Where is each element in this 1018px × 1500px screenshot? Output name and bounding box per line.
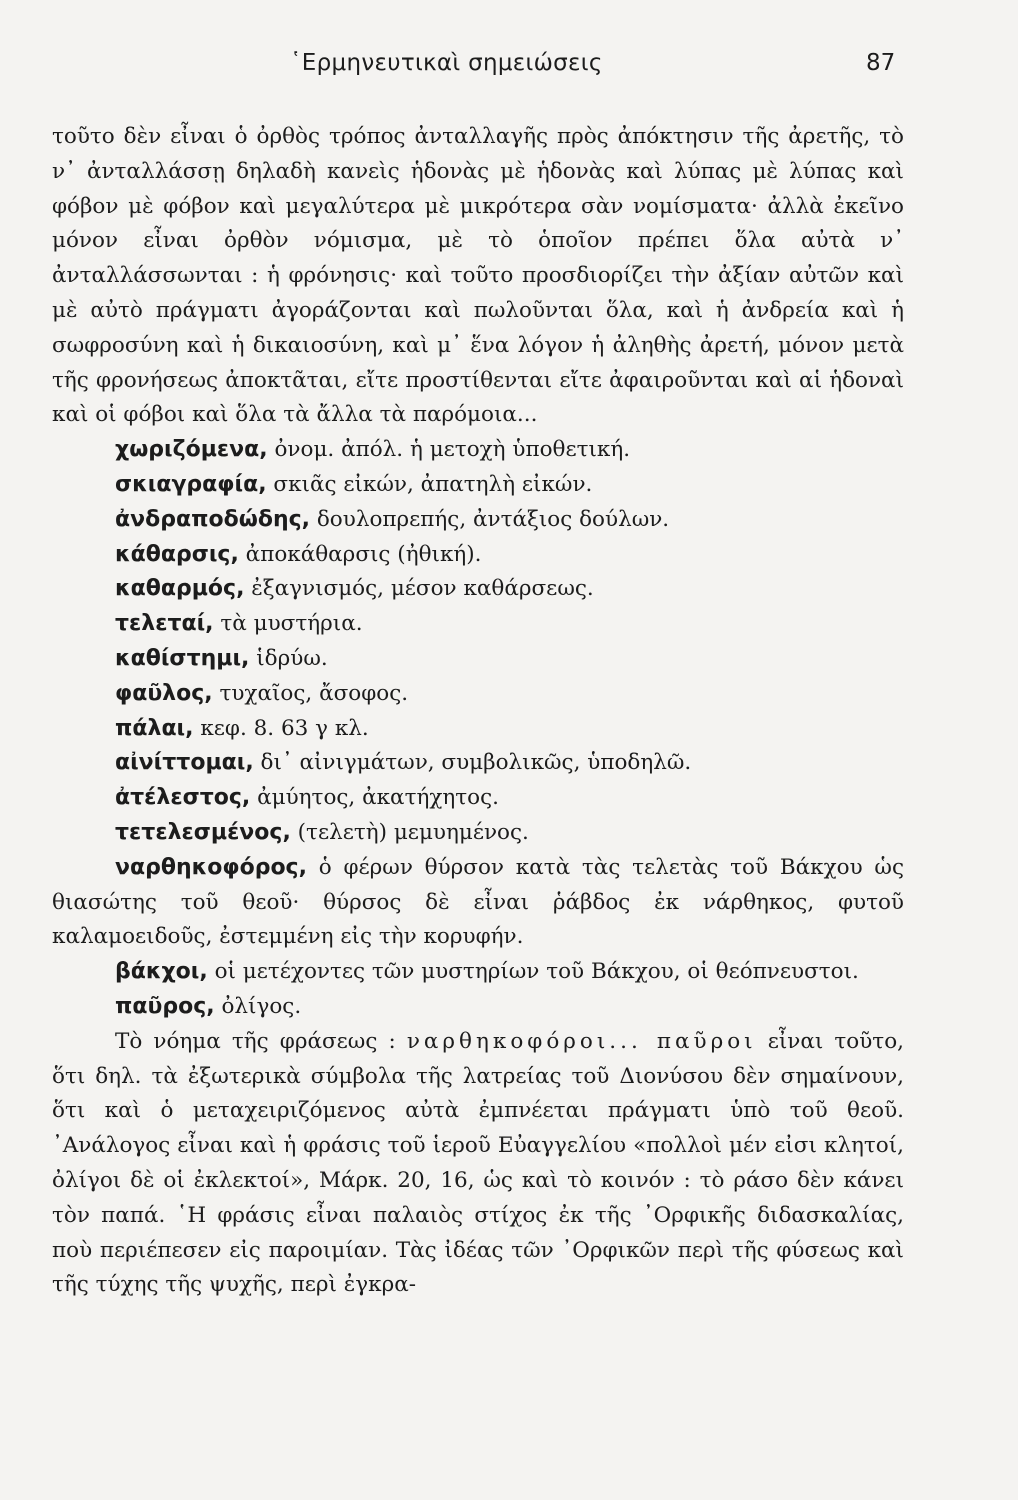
glossary-term: παῦρος, xyxy=(115,993,215,1019)
glossary-gloss: ἱδρύω. xyxy=(256,645,328,671)
glossary-term: πάλαι, xyxy=(115,715,194,741)
opening-paragraph: τοῦτο δὲν εἶναι ὁ ὀρθὸς τρόπος ἀνταλλαγῆς πρὸς ἀπόκτησιν τῆς ἀρετῆς, τὸ ν᾿ ἀνταλλάσσῃ δηλαδὴ κανεὶς ἡδονὰς μὲ ἡδονὰς καὶ λύπας μὲ λύπας καὶ φόβον μὲ φόβον καὶ μεγαλύτερα μὲ μικρότερα σὰν νομίσματα· ἀλλὰ ἐκεῖνο μόνον εἶναι ὀρθὸν νόμισμα, μὲ τὸ ὁποῖον πρέπει ὅλα αὐτὰ ν᾿ ἀνταλλάσσωνται : ἡ φρόνησις· καὶ τοῦτο προσδιορίζει τὴν ἀξίαν αὐτῶν καὶ μὲ αὐτὸ πράγματι ἀγοράζονται καὶ πωλοῦνται ὅλα, καὶ ἡ ἀνδρεία καὶ ἡ σωφροσύνη καὶ ἡ δικαιοσύνη, καὶ μ᾿ ἕνα λόγον ἡ ἀληθὴς ἀρετή, μόνον μετὰ τῆς φρονήσεως ἀποκτᾶται, εἴτε προστίθενται εἴτε ἀφαιροῦνται καὶ αἱ ἡδοναὶ καὶ οἱ φόβοι καὶ ὅλα τὰ ἄλλα τὰ παρόμοια... xyxy=(52,124,904,428)
closing-rest: εἶναι τοῦτο, ὅτι δηλ. τὰ ἐξωτερικὰ σύμβολα τῆς λατρείας τοῦ Διονύσου δὲν σημαίνουν, ὅτι καὶ ὁ μεταχειριζόμενος αὐτὰ ἐμπνέεται πράγματι ὑπὸ τοῦ θεοῦ. ᾿Ανάλογος εἶναι καὶ ἡ φράσις τοῦ ἱεροῦ Εὐαγγελίου «πολλοὶ μέν εἰσι κλητοί, ὀλίγοι δὲ οἱ ἐκλεκτοί», Μάρκ. 20, 16, ὡς καὶ τὸ κοινόν : τὸ ράσο δὲν κάνει τὸν παπά. ῾Η φράσις εἶναι παλαιὸς στίχος ἐκ τῆς ᾿Ορφικῆς διδασκαλίας, ποὺ περιέπεσεν εἰς παροιμίαν. Τὰς ἰδέας τῶν ᾿Ορφικῶν περὶ τῆς φύσεως καὶ τῆς τύχης τῆς ψυχῆς, περὶ ἐγκρα- xyxy=(52,1028,904,1298)
glossary-gloss: δι᾿ αἰνιγμάτων, συμβολικῶς, ὑποδηλῶ. xyxy=(260,750,692,776)
glossary-gloss: ὁ φέρων θύρσον κατὰ τὰς τελετὰς τοῦ Βάκχου ὡς θιασώτης τοῦ θεοῦ· θύρσος δὲ εἶναι ῥάβδος ἐκ νάρθηκος, φυτοῦ καλαμοειδοῦς, ἐστεμμένη εἰς τὴν κορυφήν. xyxy=(52,854,904,950)
glossary-gloss: ἀμύητος, ἀκατήχητος. xyxy=(257,785,499,811)
glossary-entry xyxy=(52,955,904,990)
glossary-term: σκιαγραφία, xyxy=(115,471,267,497)
glossary-gloss: ἀποκάθαρσις (ἠθική). xyxy=(245,541,482,567)
glossary-gloss: (τελετὴ) μεμυημένος. xyxy=(297,819,529,845)
page-body xyxy=(52,120,904,1303)
glossary-entry xyxy=(52,572,904,607)
glossary-term: φαῦλος, xyxy=(115,680,213,706)
glossary-entry xyxy=(52,607,904,642)
glossary-term: βάκχοι, xyxy=(115,959,208,985)
running-title: ῾Ερμηνευτικαὶ σημειώσεις xyxy=(290,50,603,76)
glossary-term: ναρθηκοφόρος, xyxy=(115,854,307,880)
glossary-entry xyxy=(52,468,904,503)
glossary-entry xyxy=(52,433,904,468)
glossary-gloss: τυχαῖος, ἄσοφος. xyxy=(219,680,409,706)
glossary-term: ἀτέλεστος, xyxy=(115,785,251,811)
glossary-entry xyxy=(52,642,904,677)
glossary-entry xyxy=(52,851,904,955)
glossary-gloss: τὰ μυστήρια. xyxy=(220,611,363,637)
glossary-gloss: ὀνομ. ἀπόλ. ἡ μετοχὴ ὑποθετική. xyxy=(274,437,631,463)
glossary-entry xyxy=(52,781,904,816)
glossary-entry xyxy=(52,746,904,781)
glossary-gloss: οἱ μετέχοντες τῶν μυστηρίων τοῦ Βάκχου, οἱ θεόπνευστοι. xyxy=(214,959,859,985)
glossary-term: αἰνίττομαι, xyxy=(115,750,254,776)
glossary-gloss: δουλοπρεπής, ἀντάξιος δούλων. xyxy=(316,506,670,532)
glossary-gloss: ἐξαγνισμός, μέσον καθάρσεως. xyxy=(251,576,594,602)
glossary-term: ἀνδραποδώδης, xyxy=(115,506,311,532)
glossary-gloss: σκιᾶς εἰκών, ἀπατηλὴ εἰκών. xyxy=(273,471,593,497)
glossary-term: καθίστημι, xyxy=(115,645,250,671)
page-header xyxy=(0,50,1018,90)
glossary-term: τετελεσμένος, xyxy=(115,819,291,845)
closing-quote: ναρθηκοφόροι... παῦροι xyxy=(406,1028,757,1054)
glossary-gloss: ὀλίγος. xyxy=(221,993,302,1019)
glossary-term: τελεταί, xyxy=(115,611,214,637)
glossary-gloss: κεφ. 8. 63 γ κλ. xyxy=(200,715,369,741)
glossary-entry xyxy=(52,538,904,573)
glossary-list xyxy=(52,433,904,1025)
glossary-entry xyxy=(52,503,904,538)
glossary-term: καθαρμός, xyxy=(115,576,245,602)
glossary-entry xyxy=(52,677,904,712)
glossary-term: χωριζόμενα, xyxy=(115,437,268,463)
glossary-entry xyxy=(52,712,904,747)
page-number: 87 xyxy=(866,50,896,76)
glossary-term: κάθαρσις, xyxy=(115,541,239,567)
closing-lead: Τὸ νόημα τῆς φράσεως : xyxy=(115,1028,396,1054)
glossary-entry xyxy=(52,990,904,1025)
glossary-entry xyxy=(52,816,904,851)
closing-paragraph xyxy=(52,1025,904,1303)
